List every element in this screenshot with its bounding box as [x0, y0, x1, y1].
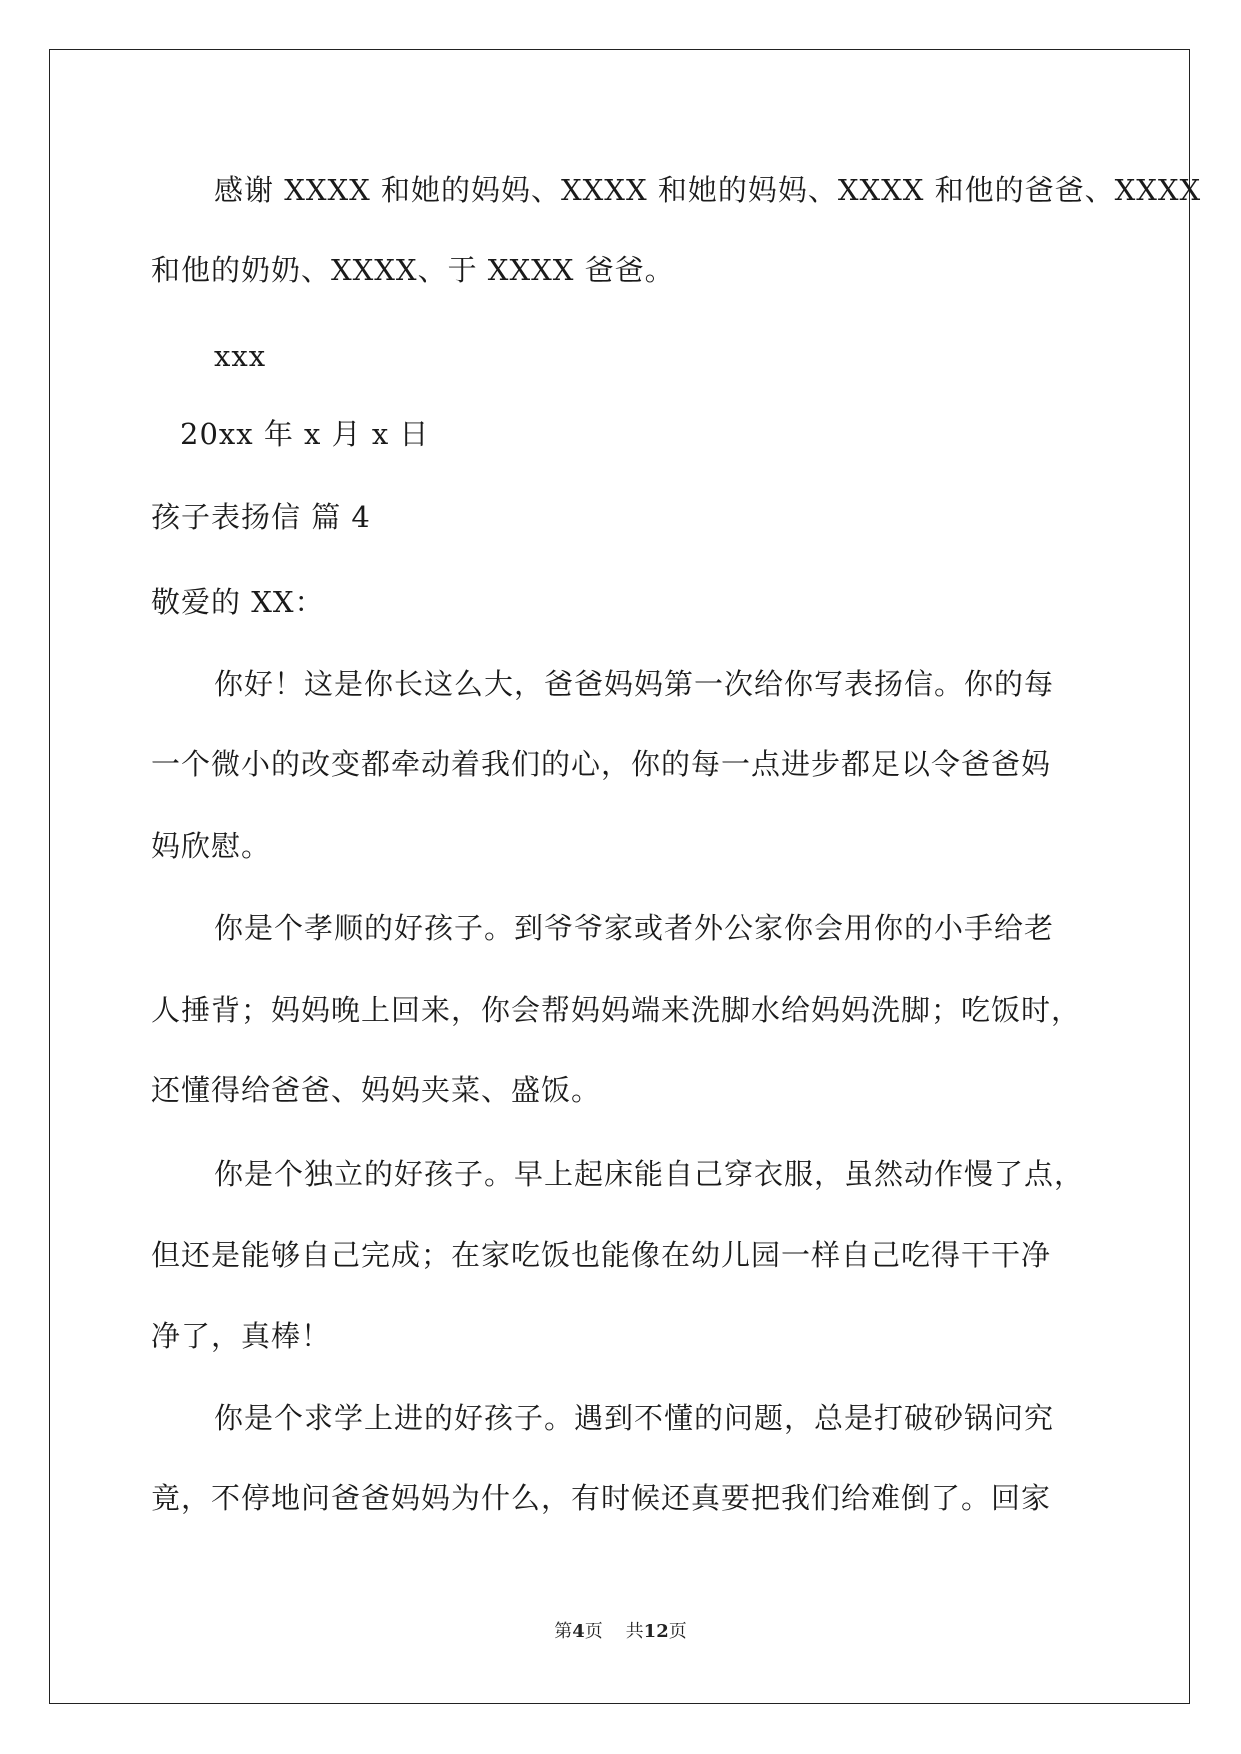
paragraph-line: 你好！这是你长这么大，爸爸妈妈第一次给你写表扬信。你的每: [214, 667, 1055, 701]
footer-mid: 页 共: [584, 1621, 644, 1642]
paragraph-line: 竟，不停地问爸爸妈妈为什么，有时候还真要把我们给难倒了。回家: [151, 1481, 1052, 1515]
paragraph-line: 净了，真棒！: [151, 1319, 332, 1353]
salutation: 敬爱的 XX：: [151, 585, 325, 619]
current-page-number: 4: [572, 1621, 585, 1642]
section-heading: 孩子表扬信 篇 4: [151, 500, 371, 534]
date-line: 20xx 年 x 月 x 日: [180, 417, 430, 451]
footer-prefix: 第: [554, 1621, 573, 1642]
signature-line: xxx: [214, 339, 267, 373]
paragraph-line: 一个微小的改变都牵动着我们的心，你的每一点进步都足以令爸爸妈: [151, 747, 1052, 781]
page-footer: [0, 1621, 1241, 1643]
page-border: [49, 49, 1190, 1704]
paragraph-line: 你是个孝顺的好孩子。到爷爷家或者外公家你会用你的小手给老: [214, 911, 1055, 945]
paragraph-line: 人捶背；妈妈晚上回来，你会帮妈妈端来洗脚水给妈妈洗脚；吃饭时，: [151, 993, 1082, 1027]
footer-suffix: 页: [668, 1621, 687, 1642]
total-pages-number: 12: [643, 1621, 669, 1642]
paragraph-line: 和他的奶奶、XXXX、于 XXXX 爸爸。: [151, 253, 675, 287]
paragraph-line: 你是个独立的好孩子。早上起床能自己穿衣服，虽然动作慢了点，: [214, 1157, 1085, 1191]
paragraph-line: 但还是能够自己完成；在家吃饭也能像在幼儿园一样自己吃得干干净: [151, 1238, 1052, 1272]
paragraph-line: 你是个求学上进的好孩子。遇到不懂的问题，总是打破砂锅问究: [214, 1401, 1055, 1435]
paragraph-line: 妈欣慰。: [151, 829, 272, 863]
paragraph-line: 还懂得给爸爸、妈妈夹菜、盛饭。: [151, 1073, 602, 1107]
paragraph-line: 感谢 XXXX 和她的妈妈、XXXX 和她的妈妈、XXXX 和他的爸爸、XXXX: [214, 173, 1202, 207]
